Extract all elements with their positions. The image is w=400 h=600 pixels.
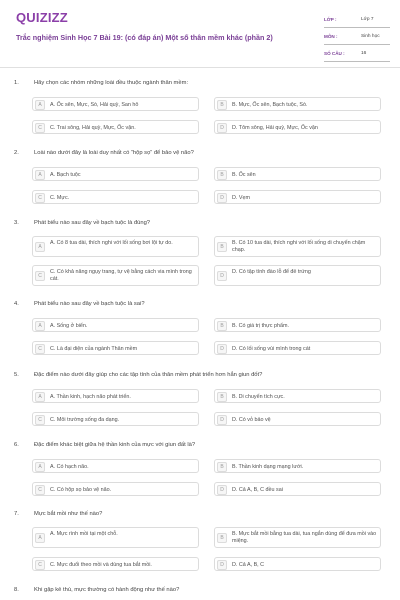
option-text: B. Di chuyển tích cực. [232, 394, 285, 400]
option-text: B. Ốc sên [232, 172, 256, 178]
option-text: C. Có hộp sọ bảo vệ não. [50, 487, 112, 493]
worksheet-meta [324, 12, 390, 63]
option-text: C. Có khả năng ngụy trang, tự vệ bằng cách via mình trong cát. [50, 269, 192, 282]
question-number: 2. [14, 150, 19, 156]
option-letter: D [217, 485, 227, 495]
option-letter: D [217, 271, 227, 281]
option-letter: C [35, 485, 45, 495]
meta-row-subject [324, 29, 390, 45]
option-text: A. Có 8 tua dài, thích nghi với lối sống bơi lội tự do. [50, 240, 173, 246]
answer-option-5c[interactable] [32, 412, 199, 426]
answer-option-6b[interactable] [214, 459, 381, 473]
option-letter: B [217, 100, 227, 110]
option-text: D. Cả A, B, C đều sai [232, 487, 283, 493]
question-number: 6. [14, 442, 19, 448]
answer-option-4a[interactable] [32, 318, 199, 332]
option-text: C. Mực đuổi theo mồi và dùng tua bắt mồi. [50, 562, 152, 568]
option-letter: A [35, 170, 45, 180]
option-letter: B [217, 170, 227, 180]
option-letter: C [35, 271, 45, 281]
option-letter: D [217, 560, 227, 570]
question-text: Khi gặp kẻ thù, mực thường có hành động như thế nào? [34, 587, 180, 593]
option-text: B. Thần kinh dạng mạng lưới. [232, 464, 304, 470]
question-number: 8. [14, 587, 19, 593]
answer-option-4c[interactable] [32, 341, 199, 355]
meta-row-grade [324, 12, 390, 28]
meta-key: MÔN : [324, 34, 338, 39]
answer-option-3b[interactable] [214, 236, 381, 257]
option-text: C. Trai sông, Hải quỳ, Mực, Ốc vặn. [50, 125, 136, 131]
question-number: 3. [14, 220, 19, 226]
answer-option-6d[interactable] [214, 482, 381, 496]
answer-option-3a[interactable] [32, 236, 199, 257]
question-number: 5. [14, 372, 19, 378]
option-letter: D [217, 344, 227, 354]
option-letter: D [217, 193, 227, 203]
option-letter: A [35, 100, 45, 110]
meta-key: LỚP : [324, 17, 337, 22]
answer-option-6c[interactable] [32, 482, 199, 496]
answer-option-2d[interactable] [214, 190, 381, 204]
option-letter: B [217, 533, 227, 543]
option-letter: C [35, 560, 45, 570]
question-number: 7. [14, 511, 19, 517]
option-letter: A [35, 462, 45, 472]
worksheet-header [0, 0, 400, 68]
answer-option-7b[interactable] [214, 527, 381, 548]
answer-option-4d[interactable] [214, 341, 381, 355]
option-letter: C [35, 123, 45, 133]
option-letter: A [35, 533, 45, 543]
option-text: D. Có tập tính đào lỗ để đẻ trứng [232, 269, 311, 275]
option-text: B. Có giá trị thực phẩm. [232, 323, 289, 329]
option-text: A. Ốc sên, Mực, Sò, Hải quỳ, San hô [50, 102, 139, 108]
answer-option-3c[interactable] [32, 265, 199, 286]
option-text: D. Có vỏ bảo vệ [232, 417, 271, 423]
header-divider [0, 67, 400, 68]
answer-option-5b[interactable] [214, 389, 381, 403]
option-letter: A [35, 242, 45, 252]
option-text: C. Là đại diện của ngành Thân mềm [50, 346, 138, 352]
question-text: Phát biểu nào sau đây về bạch tuộc là đúng? [34, 220, 151, 226]
option-text: C. Môi trường sống đa dạng. [50, 417, 120, 423]
option-letter: A [35, 321, 45, 331]
answer-option-5d[interactable] [214, 412, 381, 426]
answer-option-1c[interactable] [32, 120, 199, 134]
option-text: A. Mực rình mồi tại một chỗ. [50, 531, 118, 537]
option-letter: B [217, 242, 227, 252]
option-letter: A [35, 392, 45, 402]
answer-option-6a[interactable] [32, 459, 199, 473]
answer-option-7c[interactable] [32, 557, 199, 571]
answer-option-1a[interactable] [32, 97, 199, 111]
answer-option-2a[interactable] [32, 167, 199, 181]
answer-option-7d[interactable] [214, 557, 381, 571]
question-text: Phát biểu nào sau đây về bạch tuộc là sai? [34, 301, 145, 307]
option-text: A. Bạch tuộc [50, 172, 81, 178]
answer-option-4b[interactable] [214, 318, 381, 332]
option-text: C. Mực. [50, 195, 70, 201]
question-text: Mực bắt mồi như thế nào? [34, 511, 103, 517]
option-text: D. Cả A, B, C [232, 562, 265, 568]
meta-value: Lớp 7 [361, 17, 374, 22]
question-text: Loài nào dưới đây là loài duy nhất có “hộp sọ” để bảo vệ não? [34, 150, 194, 156]
question-text: Đặc điểm khác biệt giữa hệ thần kinh của mực với giun đất là? [34, 442, 196, 448]
option-text: A. Thần kinh, hạch não phát triển. [50, 394, 131, 400]
option-text: A. Có hạch não. [50, 464, 89, 470]
question-text: Hãy chọn các nhóm những loài đều thuộc ngành thân mềm: [34, 80, 189, 86]
question-number: 4. [14, 301, 19, 307]
answer-option-1d[interactable] [214, 120, 381, 134]
answer-option-3d[interactable] [214, 265, 381, 286]
option-text: A. Sống ở biển. [50, 323, 88, 329]
option-letter: B [217, 321, 227, 331]
meta-value: 16 [361, 51, 367, 56]
answer-option-1b[interactable] [214, 97, 381, 111]
question-number: 1. [14, 80, 19, 86]
option-text: B. Mực, Ốc sên, Bạch tuộc, Sò. [232, 102, 308, 108]
option-text: D. Tôm sông, Hải quỳ, Mực, Ốc vặn [232, 125, 318, 131]
option-letter: D [217, 415, 227, 425]
answer-option-7a[interactable] [32, 527, 199, 548]
question-text: Đặc điểm nào dưới đây giúp cho các tập tính của thân mềm phát triển hơn hẳn giun đốt? [34, 372, 263, 378]
worksheet-title: Trắc nghiệm Sinh Học 7 Bài 19: (có đáp án) Một số thân mềm khác (phần 2) [16, 33, 273, 42]
option-letter: B [217, 462, 227, 472]
option-text: D. Có lối sống vùi mình trong cát [232, 346, 311, 352]
option-letter: D [217, 123, 227, 133]
meta-row-count [324, 46, 390, 62]
option-letter: C [35, 193, 45, 203]
option-text: D. Vẹm [232, 195, 250, 201]
quizizz-logo: QUIZIZZ [16, 10, 68, 25]
option-letter: C [35, 344, 45, 354]
option-letter: C [35, 415, 45, 425]
answer-option-2c[interactable] [32, 190, 199, 204]
option-letter: B [217, 392, 227, 402]
answer-option-5a[interactable] [32, 389, 199, 403]
meta-value: Sinh học [361, 34, 380, 39]
meta-key: SỐ CÂU : [324, 51, 345, 56]
answer-option-2b[interactable] [214, 167, 381, 181]
option-text: B. Mực bắt mồi bằng tua dài, tua ngắn dùng để đưa mồi vào miệng. [232, 531, 377, 544]
option-text: B. Có 10 tua dài, thích nghi với lối sống di chuyển chậm chạp. [232, 240, 366, 253]
